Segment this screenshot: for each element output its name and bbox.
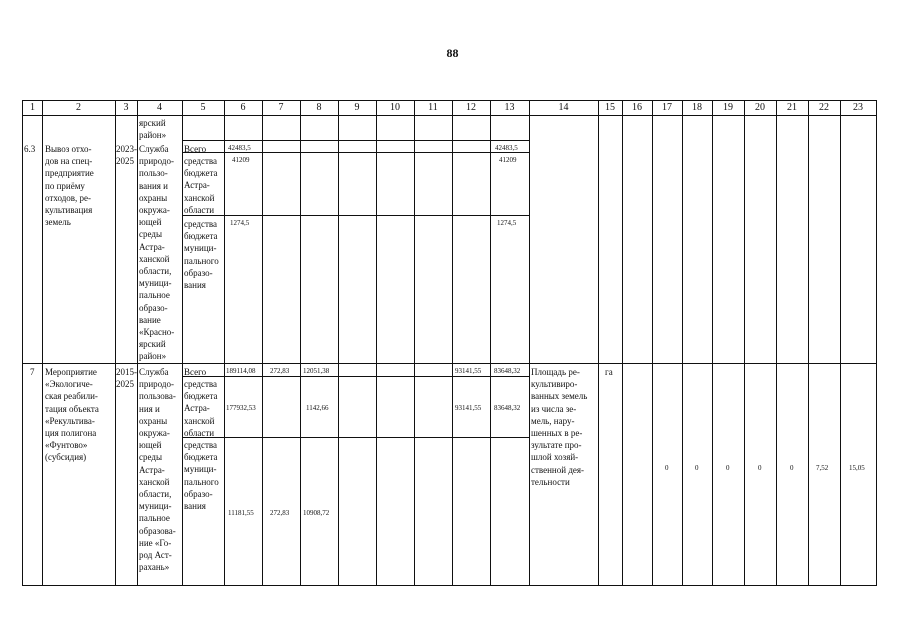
table-line [744, 100, 745, 586]
col-header-22: 22 [819, 102, 829, 113]
row-7-c17: 0 [665, 464, 669, 472]
row-6-3-c6-municipal: 1274,5 [230, 219, 250, 227]
table-line [115, 100, 116, 586]
table-line [262, 100, 263, 586]
row-7-src-total: Всего [184, 367, 207, 377]
col-header-8: 8 [316, 102, 322, 113]
col-header-11: 11 [428, 102, 438, 113]
col-header-16: 16 [632, 102, 642, 113]
page-number: 88 [446, 46, 459, 60]
table-line [224, 100, 225, 586]
col-header-20: 20 [755, 102, 765, 113]
row-6-3-src-municipal: средства бюджета муници- пального образо- вания [184, 219, 219, 291]
row-7-c8-region: 1142,66 [306, 404, 329, 412]
table-line [529, 100, 530, 586]
table-line [22, 115, 877, 116]
table-line [414, 100, 415, 586]
row-7-c12-region: 93141,55 [455, 404, 482, 412]
table-line [712, 100, 713, 586]
col-header-10: 10 [390, 102, 400, 113]
col-header-14: 14 [558, 102, 569, 113]
table-line [42, 100, 43, 586]
table-line [182, 215, 530, 216]
col-header-12: 12 [466, 102, 476, 113]
table-line [137, 100, 138, 586]
row-7-unit: га [605, 367, 613, 377]
col-header-13: 13 [504, 102, 515, 113]
row-7-c8-total: 12051,38 [303, 367, 330, 375]
col-header-1: 1 [30, 102, 35, 113]
fragment-executor: ярский район» [139, 118, 167, 141]
col-header-5: 5 [200, 102, 206, 113]
row-7-c20: 0 [758, 464, 762, 472]
row-6-3-years: 2023- 2025 [116, 144, 137, 167]
row-6-3-c6-total: 42483,5 [228, 144, 251, 152]
row-7-c21: 0 [790, 464, 794, 472]
row-7-c13-total: 83648,32 [494, 367, 521, 375]
row-6-3-executor: Служба природо- пользо- вания и охраны окружа- ющей среды Астра- ханской области, муници- пальное образо- вание «Красно- ярский район» [139, 144, 175, 362]
col-header-7: 7 [278, 102, 284, 113]
table-line [652, 100, 653, 586]
table-line [840, 100, 841, 586]
row-7-c22: 7,52 [816, 464, 829, 472]
table-line [182, 100, 183, 586]
table-line [622, 100, 623, 586]
row-7-c6-region: 177932,53 [226, 404, 256, 412]
row-7-c7-municipal: 272,83 [270, 509, 290, 517]
table-line [22, 100, 877, 101]
row-7-executor: Служба природо- пользова- ния и охраны окружа- ющей среды Астра- ханской области, муници- пальное образова- ние «Го- род Аст- рахань» [139, 367, 176, 573]
row-7-c13-region: 83648,32 [494, 404, 521, 412]
row-7-c8-municipal: 10908,72 [303, 509, 330, 517]
row-6-3-c6-region: 41209 [232, 156, 250, 164]
table-line [452, 100, 453, 586]
row-6-3-c13-total: 42483,5 [495, 144, 518, 152]
col-header-19: 19 [723, 102, 733, 113]
col-header-15: 15 [605, 102, 615, 113]
col-header-21: 21 [787, 102, 797, 113]
table-line [682, 100, 683, 586]
col-header-2: 2 [76, 102, 81, 113]
row-6-3-c13-region: 41209 [499, 156, 517, 164]
row-7-c6-total: 189114,08 [226, 367, 256, 375]
table-line [490, 100, 491, 586]
row-7-indicator: Площадь ре- культивиро- ванных земель из числа зе- мель, нару- шенных в ре- зультате про- шлой хозяй- ственной дея- тельности [531, 367, 588, 487]
row-7-c7-total: 272,83 [270, 367, 290, 375]
table-line [776, 100, 777, 586]
row-6-3-name: Вывоз отхо- дов на спец- предприятие по приёму отходов, ре- культивация земель [45, 144, 94, 228]
col-header-3: 3 [123, 102, 129, 113]
row-6-3-src-total: Всего [184, 144, 207, 154]
col-header-4: 4 [157, 102, 162, 113]
row-7-c23: 15,05 [849, 464, 865, 472]
table-line [22, 585, 877, 586]
table-line [598, 100, 599, 586]
table-line [182, 437, 530, 438]
col-header-9: 9 [354, 102, 360, 113]
table-line [808, 100, 809, 586]
row-6-3-src-region: средства бюджета Астра- ханской области [184, 156, 218, 215]
col-header-17: 17 [662, 102, 672, 113]
table-line [182, 140, 530, 141]
row-7-c18: 0 [695, 464, 699, 472]
row-7-src-region: средства бюджета Астра- ханской области [184, 379, 218, 438]
table-line [876, 100, 877, 586]
table-line [22, 100, 23, 586]
row-7-c12-total: 93141,55 [455, 367, 482, 375]
table-line [338, 100, 339, 586]
row-7-c6-municipal: 11181,55 [228, 509, 254, 517]
table-line [376, 100, 377, 586]
col-header-6: 6 [240, 102, 246, 113]
row-7-c19: 0 [726, 464, 730, 472]
col-header-23: 23 [853, 102, 863, 113]
row-7-years: 2015- 2025 [116, 367, 137, 390]
table-line [22, 363, 877, 364]
table-line [300, 100, 301, 586]
row-7-number: 7 [30, 367, 35, 377]
table-line [182, 376, 530, 377]
row-6-3-c13-municipal: 1274,5 [497, 219, 517, 227]
col-header-18: 18 [692, 102, 702, 113]
row-7-name: Мероприятие «Экологиче- ская реабили- тация объекта «Рекультива- ция полигона «Фунтово» (субсидия) [45, 367, 99, 463]
row-7-src-municipal: средства бюджета муници- пального образо- вания [184, 440, 219, 512]
row-6-3-number: 6.3 [24, 144, 36, 154]
